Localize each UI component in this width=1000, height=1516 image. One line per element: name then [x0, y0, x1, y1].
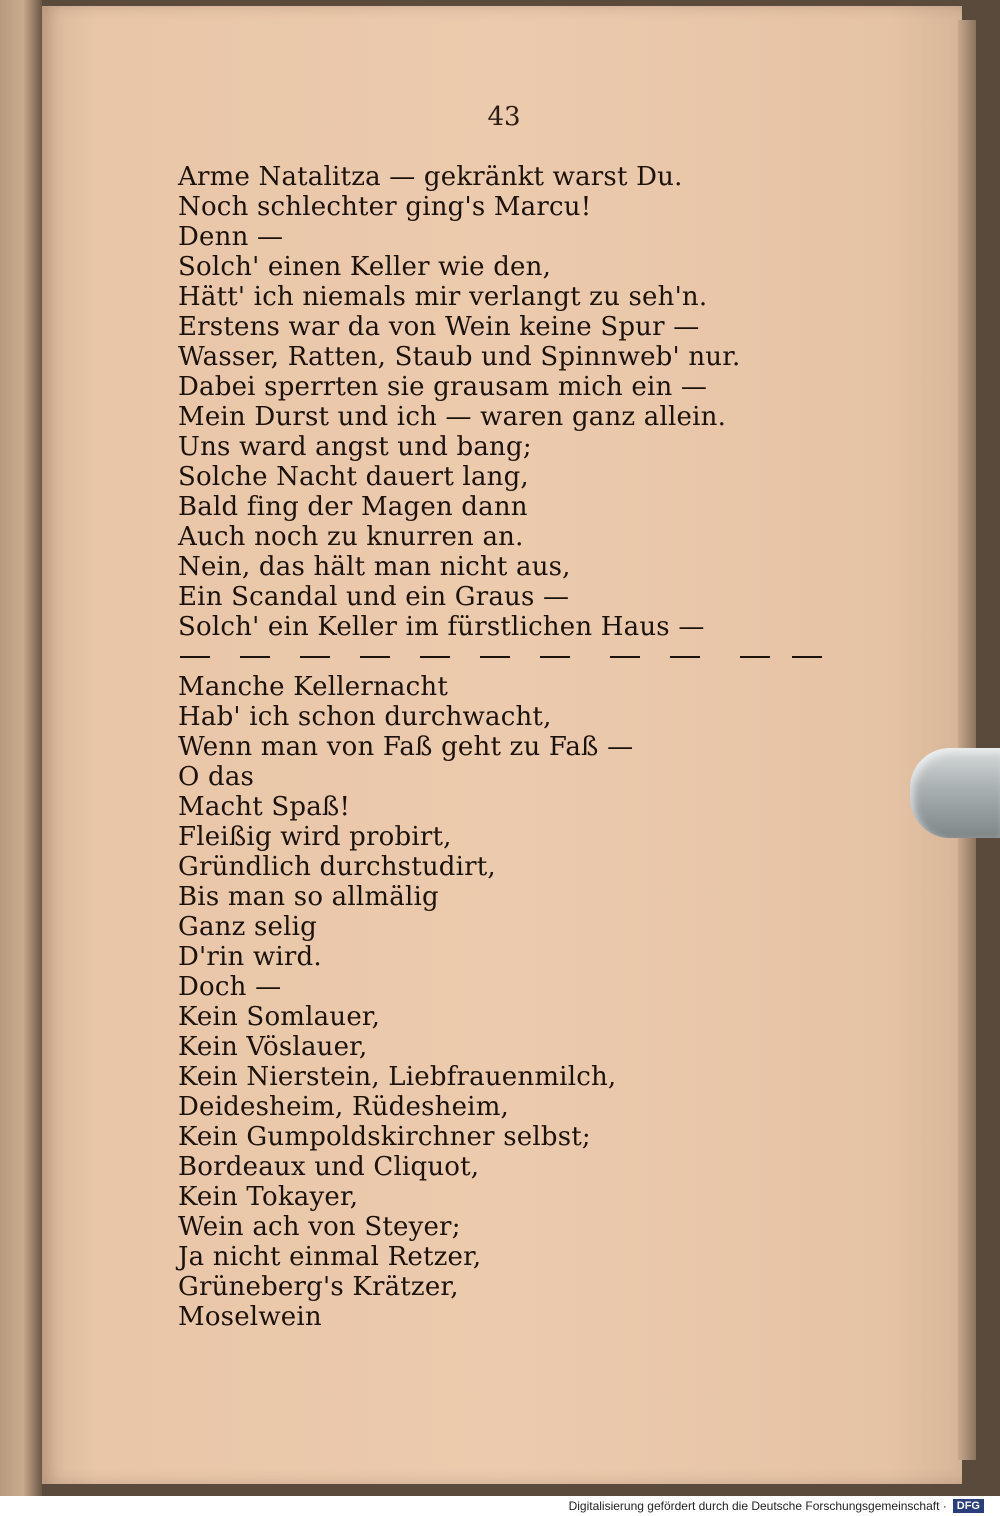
poem-line: D'rin wird. [178, 942, 322, 972]
page-number: 43 [487, 102, 521, 132]
poem-line: Bordeaux und Cliquot, [178, 1152, 480, 1182]
poem-line: Solche Nacht dauert lang, [178, 462, 529, 492]
dfg-logo: DFG [953, 1499, 984, 1513]
poem-line: Ganz selig [178, 912, 317, 942]
credit-text: Digitalisierung gefördert durch die Deutsche Forschungsgemeinschaft · [568, 1499, 947, 1513]
poem-line: Doch — [178, 972, 282, 1002]
right-page-edge [958, 20, 976, 1460]
poem-line: Deidesheim, Rüdesheim, [178, 1092, 510, 1122]
separator-dash [480, 656, 510, 658]
left-page-edge [0, 0, 42, 1496]
poem-line: Erstens war da von Wein keine Spur — [178, 312, 700, 342]
poem-line: Mein Durst und ich — waren ganz allein. [178, 402, 727, 432]
poem-line: Gründlich durchstudirt, [178, 852, 496, 882]
poem-line: Kein Tokayer, [178, 1182, 359, 1212]
poem-line: Kein Nierstein, Liebfrauenmilch, [178, 1062, 617, 1092]
separator-dash [180, 656, 210, 658]
poem-line: Manche Kellernacht [178, 672, 448, 702]
separator-dash [540, 656, 570, 658]
poem-line: Kein Somlauer, [178, 1002, 381, 1032]
poem-line: Wenn man von Faß geht zu Faß — [178, 732, 634, 762]
separator-dash [610, 656, 640, 658]
separator-dash [240, 656, 270, 658]
poem-line: Kein Vöslauer, [178, 1032, 368, 1062]
poem-line: Wein ach von Steyer; [178, 1212, 461, 1242]
poem-line: Uns ward angst und bang; [178, 432, 532, 462]
separator-dash [420, 656, 450, 658]
separator-dash [670, 656, 700, 658]
poem-line: Solch' einen Keller wie den, [178, 252, 552, 282]
separator-dash [740, 656, 770, 658]
separator-dash [300, 656, 330, 658]
poem-line: Ein Scandal und ein Graus — [178, 582, 570, 612]
poem-line: Ja nicht einmal Retzer, [178, 1242, 482, 1272]
poem-line: Noch schlechter ging's Marcu! [178, 192, 592, 222]
poem-line: Nein, das hält man nicht aus, [178, 552, 571, 582]
poem-line: Dabei sperrten sie grausam mich ein — [178, 372, 708, 402]
dash-separator [178, 642, 858, 672]
poem-line: Moselwein [178, 1302, 322, 1332]
poem-line: Fleißig wird probirt, [178, 822, 452, 852]
poem-line: Macht Spaß! [178, 792, 351, 822]
poem-line: Bis man so allmälig [178, 882, 439, 912]
poem-line: Grüneberg's Krätzer, [178, 1272, 459, 1302]
digitization-credit [569, 1499, 984, 1513]
page-clip [910, 748, 1000, 838]
separator-dash [792, 656, 822, 658]
poem-line: Denn — [178, 222, 284, 252]
poem-line: O das [178, 762, 255, 792]
poem-line: Bald fing der Magen dann [178, 492, 528, 522]
poem-text [178, 162, 858, 1332]
poem-line: Hab' ich schon durchwacht, [178, 702, 552, 732]
poem-line: Auch noch zu knurren an. [178, 522, 524, 552]
poem-line: Wasser, Ratten, Staub und Spinnweb' nur. [178, 342, 741, 372]
poem-line: Hätt' ich niemals mir verlangt zu seh'n. [178, 282, 708, 312]
separator-dash [360, 656, 390, 658]
poem-line: Kein Gumpoldskirchner selbst; [178, 1122, 591, 1152]
poem-line: Solch' ein Keller im fürstlichen Haus — [178, 612, 705, 642]
poem-line: Arme Natalitza — gekränkt warst Du. [178, 162, 683, 192]
